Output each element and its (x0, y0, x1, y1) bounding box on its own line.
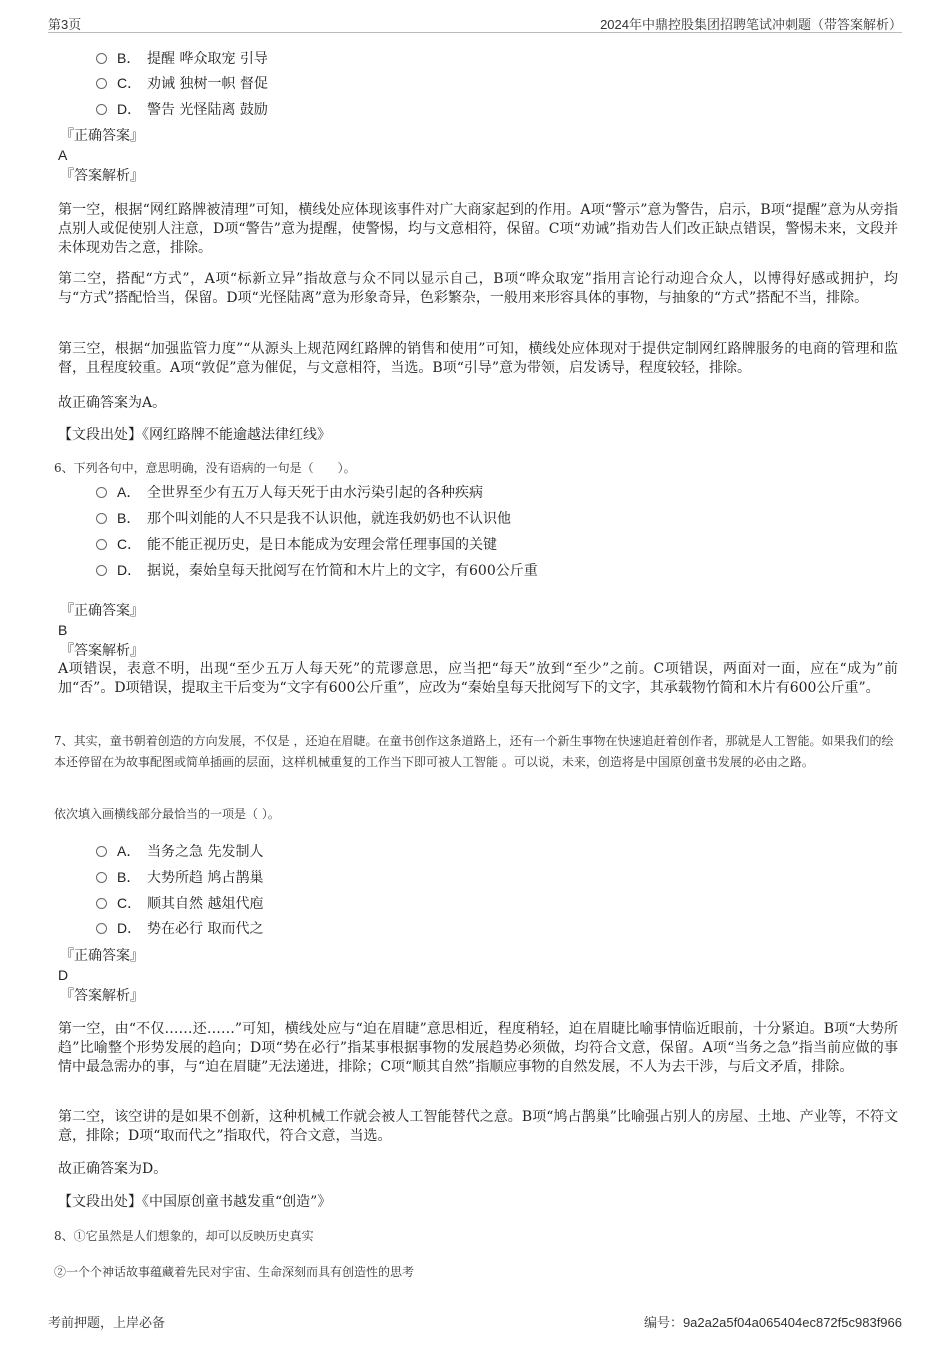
radio-icon[interactable] (96, 78, 107, 89)
q7-question: 7、其实，童书朝着创造的方向发展，不仅是 ，还迫在眉睫。在童书创作这条道路上，还有一个新生事物在快速追赶着创作者，那就是人工智能。如果我们的绘本还停留在为故事配图或简单插画的层面，这样机械重复的工作当下即可被人工智能 。可以说，未来，创造将是中国原创童书发展的必由之路。 (54, 734, 894, 769)
q5-option-b[interactable]: B． 提醒 哗众取宠 引导 (96, 48, 268, 69)
page-header (48, 12, 902, 33)
q5-source: 【文段出处】《网红路牌不能逾越法律红线》 (58, 427, 331, 443)
q5-answer: A (58, 147, 68, 163)
q5-analysis-para-1: 第一空，根据“网红路牌被清理”可知，横线处应体现该事件对广大商家起到的作用。A项“警示”意为警告，启示，B项“提醒”意为从旁指点别人或促使别人注意，D项“警告”意为提醒，使警惕，均与文意相符，保留。C项“劝诫”指劝告人们改正缺点错误，警惕未来，文段并未体现劝告之意，排除。 (58, 202, 898, 256)
radio-icon[interactable] (96, 923, 107, 934)
radio-icon[interactable] (96, 898, 107, 909)
document-title: 2024年中鼎控股集团招聘笔试冲刺题（带答案解析） (600, 17, 902, 32)
radio-icon[interactable] (96, 539, 107, 550)
q7-analysis-para-2: 第二空，该空讲的是如果不创新，这种机械工作就会被人工智能替代之意。B项“鸠占鹊巢”比喻强占别人的房屋、土地、产业等，不符文意，排除；D项“取而代之”指取代，符合文意，当选。 (58, 1109, 898, 1144)
q6-option-a[interactable]: A． 全世界至少有五万人每天死于由水污染引起的各种疾病 (96, 482, 483, 503)
q5-option-c[interactable]: C． 劝诫 独树一帜 督促 (96, 73, 268, 94)
q6-option-b[interactable]: B． 那个叫刘能的人不只是我不认识他，就连我奶奶也不认识他 (96, 508, 511, 529)
q6-answer: B (58, 622, 68, 638)
q7-option-a[interactable]: A． 当务之急 先发制人 (96, 841, 263, 862)
q8-line-1: 8、①它虽然是人们想象的，却可以反映历史真实 (54, 1229, 314, 1243)
radio-icon[interactable] (96, 104, 107, 115)
q6-answer-label: 『正确答案』 (60, 603, 144, 619)
page-footer (48, 1310, 902, 1330)
q5-analysis-para-2: 第二空，搭配“方式”，A项“标新立异”指故意与众不同以显示自己，B项“哗众取宠”指用言论行动迎合众人，以博得好感或拥护，均与“方式”搭配恰当，保留。D项“光怪陆离”意为形象奇异，色彩繁杂，一般用来形容具体的事物，与抽象的“方式”搭配不当，排除。 (58, 271, 898, 306)
q8-line-2: ②一个个神话故事蕴藏着先民对宇宙、生命深刻而具有创造性的思考 (54, 1265, 415, 1279)
radio-icon[interactable] (96, 565, 107, 576)
q6-option-c[interactable]: C． 能不能正视历史，是日本能成为安理会常任理事国的关键 (96, 534, 497, 555)
q5-option-d[interactable]: D． 警告 光怪陆离 鼓励 (96, 99, 268, 120)
q7-analysis-label: 『答案解析』 (60, 988, 144, 1004)
q7-conclusion: 故正确答案为D。 (58, 1161, 168, 1177)
q7-option-d[interactable]: D． 势在必行 取而代之 (96, 918, 263, 939)
q5-analysis-label: 『答案解析』 (60, 168, 144, 184)
q6-analysis: A项错误，表意不明，出现“至少五万人每天死”的荒谬意思，应当把“每天”放到“至少”之前。C项错误，两面对一面，应在“成为”前加“否”。D项错误，提取主干后变为“文字有600公斤重”，应改为“秦始皇每天批阅写下的文字，其承载物竹简和木片有600公斤重”。 (58, 661, 898, 696)
q5-analysis-para-3: 第三空，根据“加强监管力度”“从源头上规范网红路牌的销售和使用”可知，横线处应体现对于提供定制网红路牌服务的电商的管理和监督，且程度较重。A项“敦促”意为催促，与文意相符，当选。B项“引导”意为带领，启发诱导，程度较轻，排除。 (58, 341, 898, 376)
radio-icon[interactable] (96, 487, 107, 498)
q7-answer: D (58, 967, 69, 983)
q6-option-d[interactable]: D． 据说，秦始皇每天批阅写在竹简和木片上的文字，有600公斤重 (96, 560, 538, 581)
radio-icon[interactable] (96, 53, 107, 64)
q5-answer-label: 『正确答案』 (60, 128, 144, 144)
radio-icon[interactable] (96, 872, 107, 883)
q7-prompt: 依次填入画横线部分最恰当的一项是（ ）。 (54, 807, 280, 821)
footer-slogan: 考前押题，上岸必备 (48, 1315, 166, 1330)
q6-question: 6、下列各句中，意思明确，没有语病的一句是（ ）。 (54, 461, 356, 475)
q7-analysis-para-1: 第一空，由“不仅……还……”可知，横线处应与“迫在眉睫”意思相近，程度稍轻，迫在眉睫比喻事情临近眼前，十分紧迫。B项“大势所趋”比喻整个形势发展的趋向；D项“势在必行”指某事根据事物的发展趋势必须做，均符合文意，保留。A项“当务之急”指当前应做的事情中最急需办的事，与“迫在眉睫”无法递进，排除；C项“顺其自然”指顺应事物的自然发展，不人为去干涉，与后文矛盾，排除。 (58, 1021, 898, 1075)
q6-analysis-label: 『答案解析』 (60, 643, 144, 659)
q5-conclusion: 故正确答案为A。 (58, 395, 167, 411)
page-number: 第3页 (48, 17, 82, 32)
q7-option-c[interactable]: C． 顺其自然 越俎代庖 (96, 893, 263, 914)
radio-icon[interactable] (96, 846, 107, 857)
radio-icon[interactable] (96, 513, 107, 524)
document-id: 编号：9a2a2a5f04a065404ec872f5c983f966 (643, 1315, 902, 1330)
q7-answer-label: 『正确答案』 (60, 948, 144, 964)
q7-source: 【文段出处】《中国原创童书越发重“创造”》 (58, 1194, 332, 1210)
q7-option-b[interactable]: B． 大势所趋 鸠占鹊巢 (96, 867, 263, 888)
